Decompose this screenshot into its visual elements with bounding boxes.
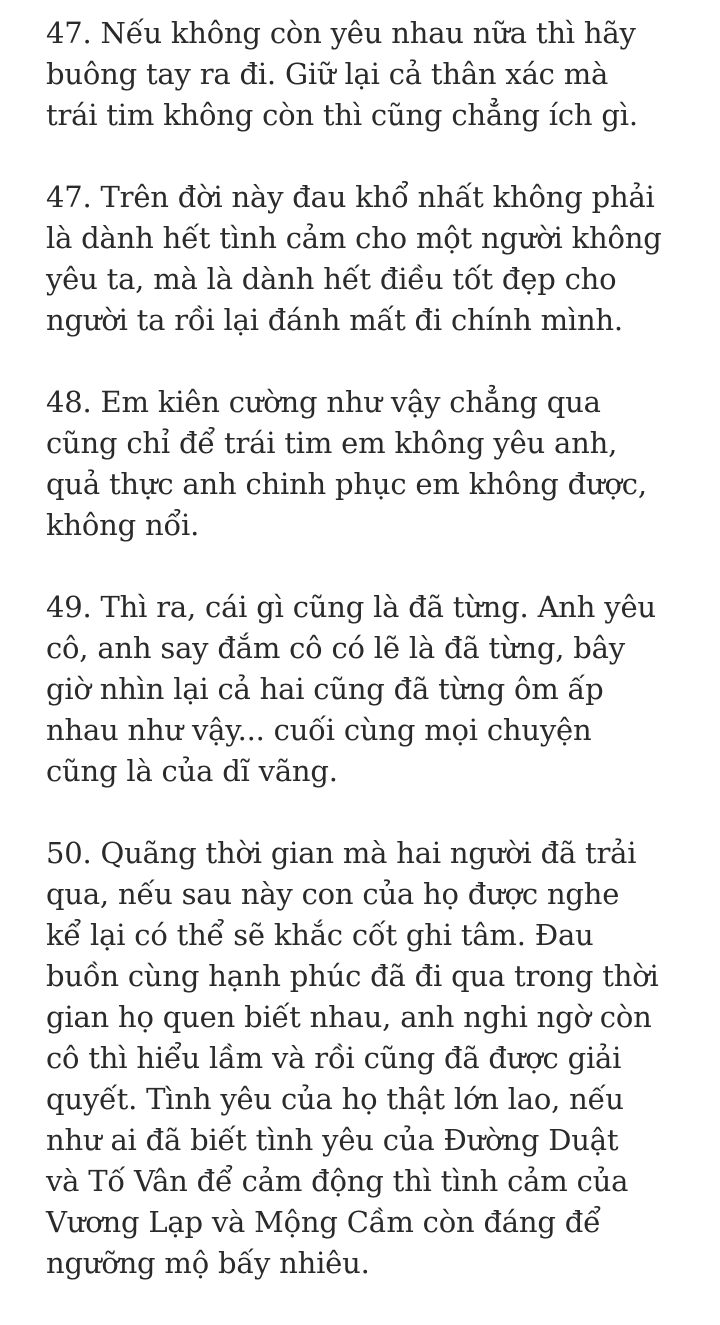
text-line: như ai đã biết tình yêu của Đường Duật [46, 1123, 619, 1157]
text-line: 47. Nếu không còn yêu nhau nữa thì hãy [46, 16, 636, 50]
text-line: 47. Trên đời này đau khổ nhất không phải [46, 180, 655, 214]
quote-paragraph-48 [46, 382, 686, 546]
article-body [46, 13, 686, 1325]
text-line: nhau như vậy... cuối cùng mọi chuyện [46, 713, 592, 747]
text-line: là dành hết tình cảm cho một người không [46, 221, 662, 255]
text-line: và Tố Vân để cảm động thì tình cảm của [46, 1164, 629, 1198]
text-line: cũng chỉ để trái tim em không yêu anh, [46, 426, 618, 460]
text-line: gian họ quen biết nhau, anh nghi ngờ còn [46, 1000, 652, 1034]
text-line: quả thực anh chinh phục em không được, [46, 467, 647, 501]
text-line: trái tim không còn thì cũng chẳng ích gì. [46, 98, 638, 132]
text-line: giờ nhìn lại cả hai cũng đã từng ôm ấp [46, 672, 604, 706]
text-line: ngưỡng mộ bấy nhiêu. [46, 1246, 370, 1280]
text-line: không nổi. [46, 508, 200, 542]
text-line: quyết. Tình yêu của họ thật lớn lao, nếu [46, 1082, 624, 1116]
text-line: cô, anh say đắm cô có lẽ là đã từng, bây [46, 631, 625, 665]
quote-paragraph-47a [46, 13, 686, 136]
text-line: cũng là của dĩ vãng. [46, 754, 338, 788]
text-line: 50. Quãng thời gian mà hai người đã trải [46, 836, 637, 870]
text-line: buông tay ra đi. Giữ lại cả thân xác mà [46, 57, 609, 91]
quote-paragraph-47b [46, 177, 686, 341]
quote-paragraph-49 [46, 587, 686, 792]
text-line: yêu ta, mà là dành hết điều tốt đẹp cho [46, 262, 617, 296]
text-line: 48. Em kiên cường như vậy chẳng qua [46, 385, 601, 419]
text-line: người ta rồi lại đánh mất đi chính mình. [46, 303, 623, 337]
text-line: kể lại có thể sẽ khắc cốt ghi tâm. Đau [46, 918, 594, 952]
text-line: buồn cùng hạnh phúc đã đi qua trong thời [46, 959, 659, 993]
quote-paragraph-50 [46, 833, 686, 1284]
text-line: qua, nếu sau này con của họ được nghe [46, 877, 620, 911]
text-line: Vương Lạp và Mộng Cầm còn đáng để [46, 1205, 601, 1239]
text-line: 49. Thì ra, cái gì cũng là đã từng. Anh yêu [46, 590, 656, 624]
text-line: cô thì hiểu lầm và rồi cũng đã được giải [46, 1041, 622, 1075]
